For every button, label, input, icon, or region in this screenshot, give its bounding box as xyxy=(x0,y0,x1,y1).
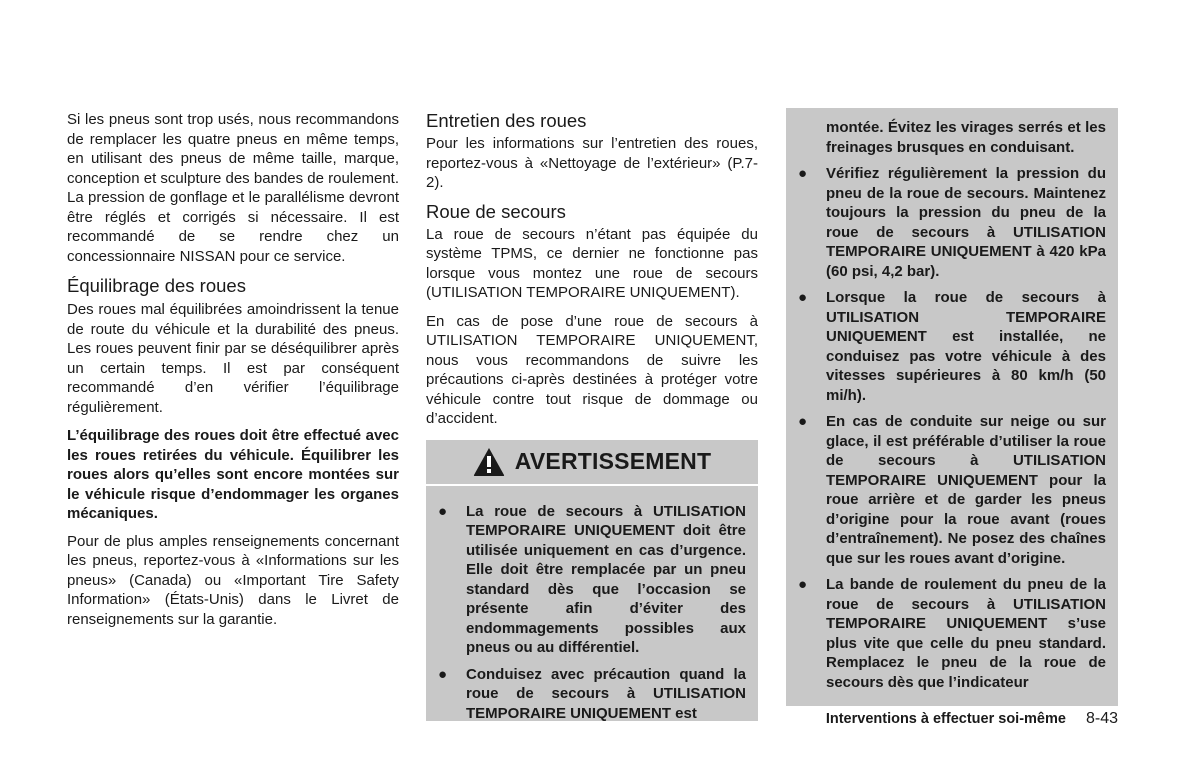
wheel-balancing-paragraph: Des roues mal équilibrées amoindrissent la tenue de route du véhicule et la durabilité des pneus. Les roues peuvent finir par se déséquilibrer après un certain temps. Il est par conséquent recommandé d’en vérifier l’équilibrage régulièrement. xyxy=(67,301,399,416)
warning-list-continued xyxy=(786,108,1118,692)
wheel-balancing-heading: Équilibrage des roues xyxy=(67,275,246,296)
bullet-icon: ● xyxy=(798,413,808,430)
warning-list xyxy=(426,486,758,724)
bullet-icon: ● xyxy=(438,665,448,683)
bullet-icon: ● xyxy=(798,165,808,182)
bullet-icon: ● xyxy=(798,289,808,306)
right-warning-column xyxy=(786,108,1118,706)
warning-item xyxy=(786,412,1106,568)
warning-triangle-icon xyxy=(473,447,505,477)
bullet-icon: ● xyxy=(798,576,808,593)
wheel-care-paragraph: Pour les informations sur l’entretien des roues, reportez-vous à «Nettoyage de l’extérieur» (P.7-2). xyxy=(426,135,758,191)
spare-tire-heading: Roue de secours xyxy=(426,200,566,222)
warning-item xyxy=(786,575,1106,692)
warning-item xyxy=(786,164,1106,281)
tire-info-reference-paragraph: Pour de plus amples renseignements concernant les pneus, reportez-vous à «Informations sur les pneus» (Canada) ou «Important Tire Safety Information» (États-Unis) dans le Livret de renseignements sur la garantie. xyxy=(67,532,399,628)
bullet-icon: ● xyxy=(438,502,448,520)
warning-item xyxy=(786,288,1106,405)
page-footer xyxy=(786,710,1118,728)
wheel-balancing-bold-note: L’équilibrage des roues doit être effectué avec les roues retirées du véhicule. Équilibrer les roues alors qu’elles sont encore montées sur le véhicule risque d’endommager les organes mécaniques. xyxy=(67,427,399,522)
wheel-care-heading: Entretien des roues xyxy=(426,110,587,131)
warning-item-text: La bande de roulement du pneu de la roue de secours à UTILISATION TEMPORAIRE UNIQUEMENT s’use plus vite que celle du pneu standard. Remplacez le pneu de la roue de secours dès que l’indicateur xyxy=(826,576,1106,691)
footer-section-title: Interventions à effectuer soi-même xyxy=(825,711,1066,727)
spare-tire-precautions-paragraph: En cas de pose d’une roue de secours à UTILISATION TEMPORAIRE UNIQUEMENT, nous vous recommandons de suivre les précautions ci-après destinées à protéger votre véhicule contre tout risque de dommage ou d’accident. xyxy=(426,312,758,427)
page-number: 8-43 xyxy=(1085,710,1118,727)
warning-item-text: Vérifiez régulièrement la pression du pneu de la roue de secours. Maintenez toujours la pression du pneu de la roue de secours à UTILISATION TEMPORAIRE UNIQUEMENT à 420 kPa (60 psi, 4,2 bar). xyxy=(826,165,1106,280)
warning-item-continuation xyxy=(786,118,1106,157)
warning-item xyxy=(426,665,746,724)
warning-item-text: Conduisez avec précaution quand la roue de secours à UTILISATION TEMPORAIRE UNIQUEMENT est xyxy=(466,665,746,722)
middle-column xyxy=(426,110,758,721)
spare-tire-tpms-paragraph: La roue de secours n’étant pas équipée du système TPMS, ce dernier ne fonctionne pas lorsque vous montez une roue de secours (UTILISATION TEMPORAIRE UNIQUEMENT). xyxy=(426,225,758,301)
left-column xyxy=(67,110,399,629)
warning-box xyxy=(426,440,758,721)
warning-item xyxy=(426,502,746,658)
warning-item-text: La roue de secours à UTILISATION TEMPORAIRE UNIQUEMENT doit être utilisée uniquement en cas d’urgence. Elle doit être remplacée par un pneu standard dès que l’occasion se présente afin d’éviter des endommagements possibles aux pneus ou au différentiel. xyxy=(466,502,746,656)
tire-replacement-paragraph: Si les pneus sont trop usés, nous recommandons de remplacer les quatre pneus en même temps, en utilisant des pneus de même taille, marque, conception et sculpture des bandes de roulement. La pression de gonflage et le parallélisme devront être réglés et corrigés si nécessaire. Il est recommandé de se rendre chez un concessionnaire NISSAN pour ce service. xyxy=(67,111,399,265)
warning-header xyxy=(426,440,758,486)
warning-item-text: montée. Évitez les virages serrés et les freinages brusques en conduisant. xyxy=(826,119,1106,156)
warning-title: AVERTISSEMENT xyxy=(514,448,712,474)
warning-item-text: Lorsque la roue de secours à UTILISATION TEMPORAIRE UNIQUEMENT est installée, ne conduisez pas votre véhicule à des vitesses supérieures à 80 km/h (50 mi/h). xyxy=(826,289,1106,404)
warning-item-text: En cas de conduite sur neige ou sur glace, il est préférable d’utiliser la roue de secours à UTILISATION TEMPORAIRE UNIQUEMENT pour la roue arrière et de garder les pneus d’origine pour la roue avant (roues d’entraînement). Ne posez des chaînes que sur les roues avant d’origine. xyxy=(826,413,1106,567)
